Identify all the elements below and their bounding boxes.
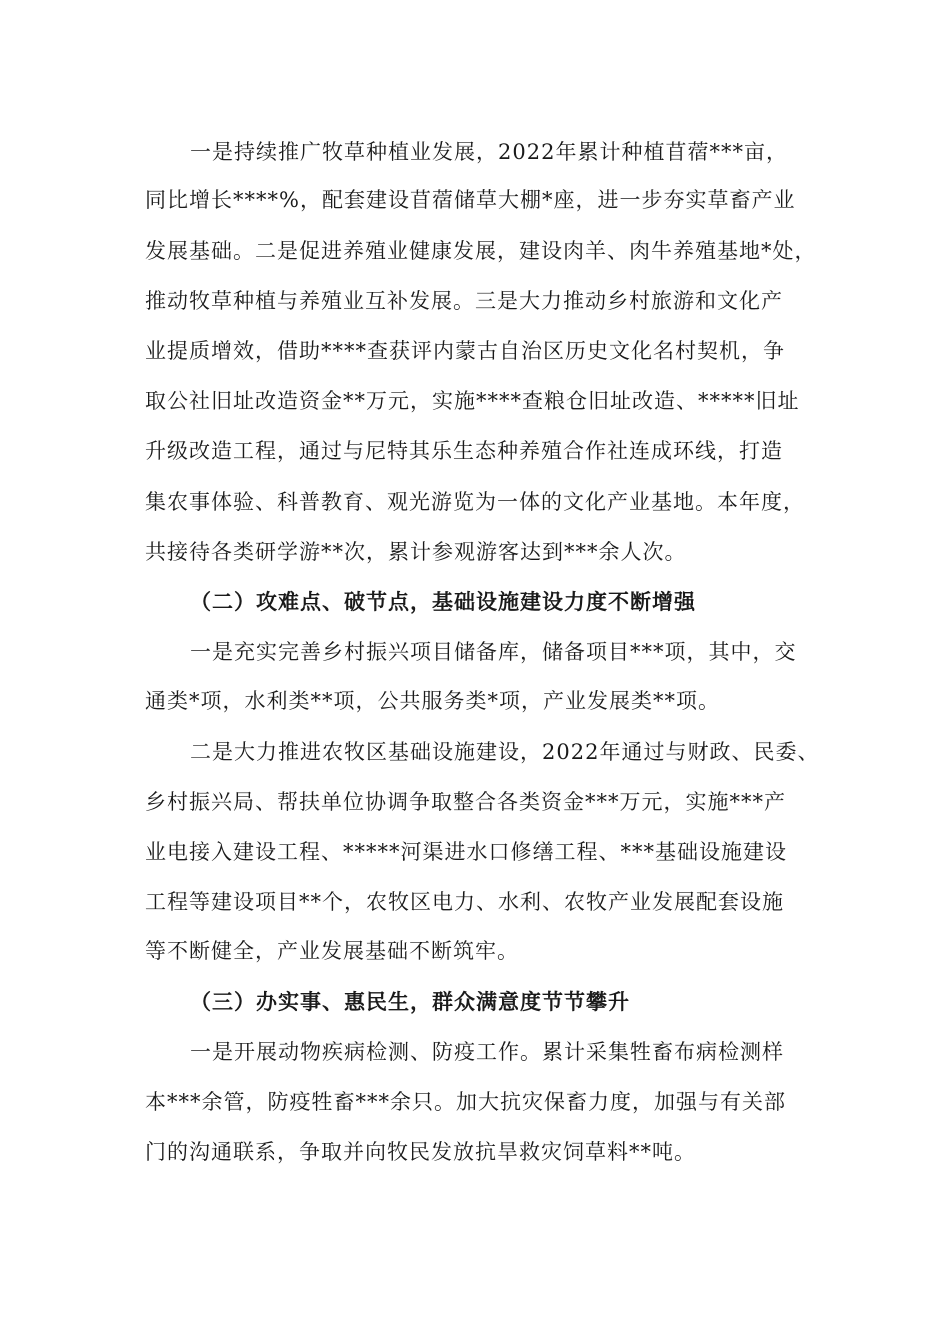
paragraph-line: 升级改造工程，通过与尼特其乐生态种养殖合作社连成环线，打造 [145, 439, 783, 463]
paragraph-line: 一是持续推广牧草种植业发展，2022年累计种植苜蓿***亩， [190, 140, 788, 164]
paragraph-line: 发展基础。二是促进养殖业健康发展，建设肉羊、肉牛养殖基地*处， [145, 239, 817, 263]
paragraph-line: 同比增长****%，配套建设苜蓿储草大棚*座，进一步夯实草畜产业 [145, 188, 796, 212]
paragraph-line: 一是充实完善乡村振兴项目储备库，储备项目***项，其中，交 [190, 640, 797, 664]
paragraph-line: 取公社旧址改造资金**万元，实施****查粮仓旧址改造、*****旧址 [145, 389, 800, 413]
section-heading-2: （二）攻难点、破节点，基础设施建设力度不断增强 [190, 590, 696, 614]
paragraph-line: 等不断健全，产业发展基础不断筑牢。 [145, 939, 519, 963]
paragraph-line: 业电接入建设工程、*****河渠进水口修缮工程、***基础设施建设 [145, 840, 787, 864]
paragraph-line: 共接待各类研学游**次，累计参观游客达到***余人次。 [145, 540, 687, 564]
paragraph-line: 本***余管，防疫牲畜***余只。加大抗灾保畜力度，加强与有关部 [145, 1090, 786, 1114]
paragraph-line: 工程等建设项目**个，农牧区电力、水利、农牧产业发展配套设施 [145, 890, 784, 914]
paragraph-line: 推动牧草种植与养殖业互补发展。三是大力推动乡村旅游和文化产 [145, 289, 783, 313]
paragraph-line: 二是大力推进农牧区基础设施建设，2022年通过与财政、民委、 [190, 740, 820, 764]
paragraph-line: 通类*项，水利类**项，公共服务类*项，产业发展类**项。 [145, 689, 720, 713]
paragraph-line: 集农事体验、科普教育、观光游览为一体的文化产业基地。本年度， [145, 490, 805, 514]
section-heading-3: （三）办实事、惠民生，群众满意度节节攀升 [190, 990, 630, 1014]
paragraph-line: 乡村振兴局、帮扶单位协调争取整合各类资金***万元，实施***产 [145, 790, 786, 814]
paragraph-line: 门的沟通联系，争取并向牧民发放抗旱救灾饲草料**吨。 [145, 1140, 696, 1164]
paragraph-line: 一是开展动物疾病检测、防疫工作。累计采集牲畜布病检测样 [190, 1040, 784, 1064]
paragraph-line: 业提质增效，借助****查获评内蒙古自治区历史文化名村契机，争 [145, 339, 785, 363]
